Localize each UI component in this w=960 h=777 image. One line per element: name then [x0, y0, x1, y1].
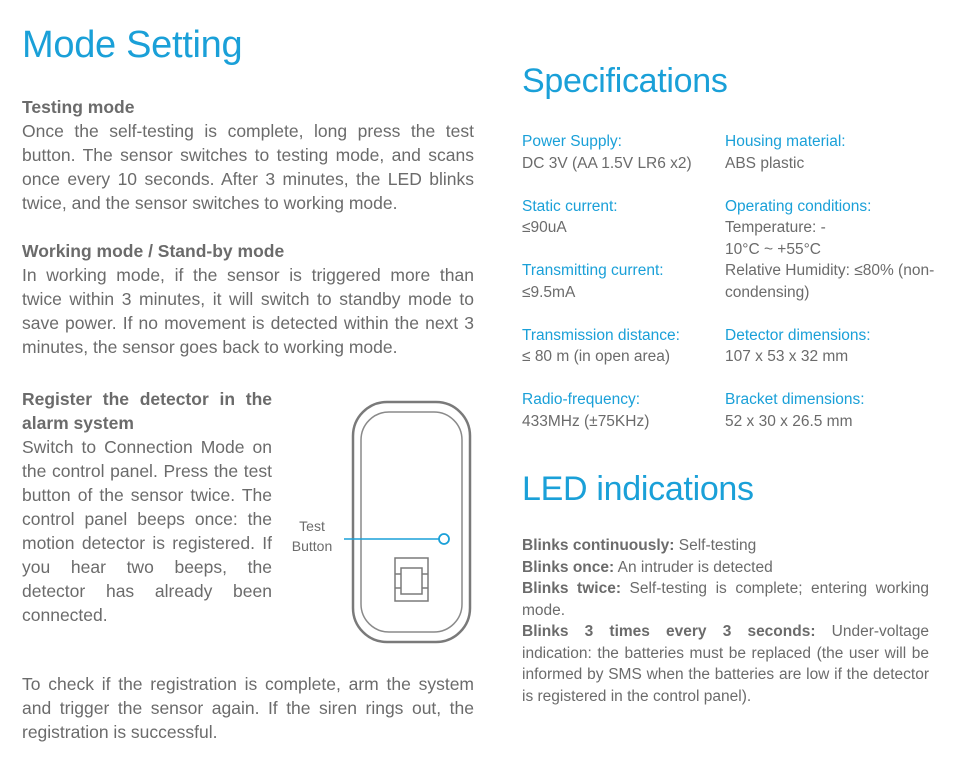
spec-value: ≤9.5mA	[522, 283, 576, 301]
spec-static-current	[522, 196, 725, 261]
test-label-line1: Test	[299, 518, 325, 534]
sensor-slot-inner	[401, 568, 422, 594]
registration-check-text: To check if the registration is complete, arm the system and trigger the sensor again. If the siren rings out, the registration is successful.	[22, 674, 474, 742]
led-item-text: Under-voltage indication: the batteries must be replaced (the user will be informed by SMS when the batteries are low if the detector is registered in the control panel).	[522, 623, 929, 705]
testing-mode-heading: Testing mode	[22, 97, 135, 117]
led-item	[522, 557, 929, 579]
led-item	[522, 621, 929, 707]
specifications-grid	[522, 131, 942, 454]
spec-label: Detector dimensions:	[725, 326, 871, 344]
spec-value: Relative Humidity: ≤80% (non-condensing)	[725, 262, 935, 301]
testing-mode-section	[22, 95, 474, 215]
led-item	[522, 578, 929, 621]
spec-value: 107 x 53 x 32 mm	[725, 348, 849, 365]
working-mode-section	[22, 239, 474, 359]
spec-detector-dimensions	[725, 325, 942, 390]
test-label-line2: Button	[291, 538, 333, 554]
spec-label: Housing material:	[725, 133, 846, 150]
spec-radio-frequency	[522, 389, 725, 454]
register-text: Switch to Connection Mode on the control panel. Press the test button of the sensor twice. The control panel beeps once: the motion detector is registered. If you hear two beeps, the detector has already been connected.	[22, 437, 272, 625]
spec-relative-humidity	[725, 260, 942, 325]
spec-label: Transmission distance:	[522, 326, 680, 344]
spec-value: 52 x 30 x 26.5 mm	[725, 412, 853, 430]
spec-value: ≤ 80 m (in open area)	[522, 348, 671, 365]
spec-label: Transmitting current:	[522, 262, 664, 279]
test-button-label	[282, 516, 342, 556]
spec-power-supply	[522, 131, 725, 196]
spec-value: Temperature: -	[725, 219, 826, 236]
spec-label: Operating conditions:	[725, 197, 872, 215]
led-item-text: Self-testing	[674, 537, 757, 554]
register-heading: Register the detector in the alarm system	[22, 389, 272, 433]
spec-housing-material	[725, 131, 942, 196]
spec-value: ≤90uA	[522, 219, 567, 236]
spec-value: ABS plastic	[725, 154, 805, 172]
spec-label: Static current:	[522, 197, 618, 215]
test-button-icon	[439, 534, 449, 544]
spec-value-line2: 10°C ~ +55°C	[725, 240, 821, 258]
spec-operating-conditions	[725, 196, 942, 261]
working-mode-heading: Working mode / Stand-by mode	[22, 241, 285, 261]
testing-mode-text: Once the self-testing is complete, long press the test button. The sensor switches to testing mode, and scans once every 10 seconds. After 3 minutes, the LED blinks twice, and the sensor switches to working mode.	[22, 121, 474, 213]
spec-value: 433MHz (±75KHz)	[522, 412, 650, 430]
spec-value: DC 3V (AA 1.5V LR6 x2)	[522, 154, 692, 172]
specifications-title: Specifications	[522, 62, 728, 100]
spec-bracket-dimensions	[725, 389, 942, 454]
led-item	[522, 535, 929, 557]
led-indications-list	[522, 535, 929, 707]
spec-transmitting-current	[522, 260, 725, 325]
led-item-text: An intruder is detected	[614, 558, 773, 576]
led-item-label: Blinks continuously:	[522, 537, 675, 554]
spec-transmission-distance	[522, 325, 725, 390]
led-item-label: Blinks twice:	[522, 580, 621, 597]
register-section	[22, 387, 272, 627]
led-indications-title: LED indications	[522, 470, 754, 508]
spec-label: Bracket dimensions:	[725, 391, 865, 408]
mode-setting-title: Mode Setting	[22, 24, 243, 66]
led-item-label: Blinks 3 times every 3 seconds:	[522, 623, 816, 640]
working-mode-text: In working mode, if the sensor is triggered more than twice within 3 minutes, it will switch to standby mode to save power. If no movement is detected within the next 3 minutes, the sensor goes back to working mode.	[22, 265, 474, 357]
spec-label: Radio-frequency:	[522, 391, 641, 408]
led-item-text: Self-testing is complete; entering working mode.	[522, 580, 930, 619]
spec-label: Power Supply:	[522, 133, 622, 150]
led-item-label: Blinks once:	[522, 558, 615, 576]
